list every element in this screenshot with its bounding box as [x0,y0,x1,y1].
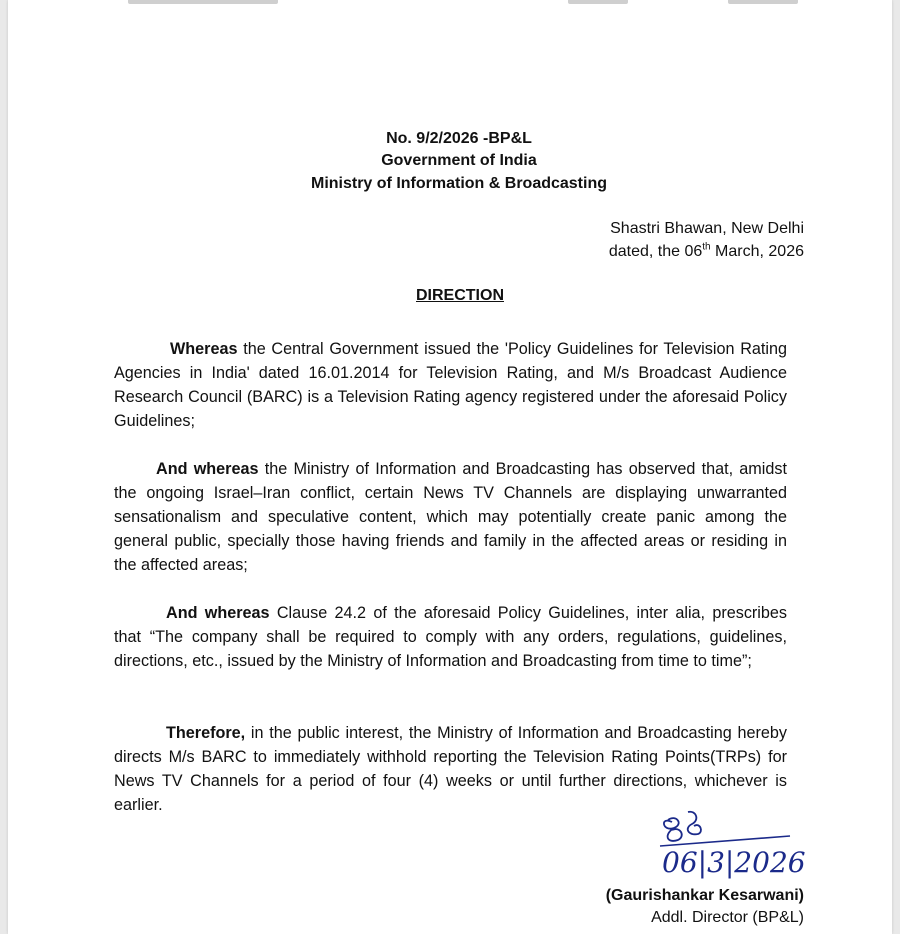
government-name: Government of India [381,152,537,169]
paragraph-4: Therefore, in the public interest, the Ministry of Information and Broadcasting hereby directs M/s BARC to immediately withhold reporting the Television Rating Points(TRPs) for News TV Channels for a period of four (4) weeks or until further directions, whichever is earlier. [114,724,787,814]
signatory-designation: Addl. Director (BP&L) [651,909,804,926]
place: Shastri Bhawan, New Delhi [610,220,804,237]
signatory-name: (Gaurishankar Kesarwani) [605,887,804,904]
cropped-text-fragment [728,0,798,4]
cropped-text-fragment [128,0,278,4]
cropped-text-fragment [568,0,628,4]
paragraph-2: And whereas the Ministry of Information and Broadcasting has observed that, amidst the ongoing Israel–Iran conflict, certain News TV Channels are displaying unwarranted sensationalism and speculative content, which may potentially create panic among the general public, specially those having friends and family in the affected areas or residing in the affected areas; [114,460,787,574]
document-title: DIRECTION [416,287,504,304]
file-number: No. 9/2/2026 -BP&L [386,130,532,147]
ministry-name: Ministry of Information & Broadcasting [310,175,607,192]
paragraph-1: Whereas the Central Government issued the 'Policy Guidelines for Television Rating Agencies in India' dated 16.01.2014 for Television Rating, and M/s Broadcast Audience Research Council (BARC) is a Television Rating agency registered under the aforesaid Policy Guidelines; [114,340,787,430]
signature-date: 06|3|2026 [662,846,806,879]
paragraph-3: And whereas Clause 24.2 of the aforesaid Policy Guidelines, inter alia, prescribes that “The company shall be required to comply with any orders, regulations, guidelines, directions, etc., issued by the Ministry of Information and Broadcasting from time to time”; [114,604,787,670]
handwritten-signature [640,808,830,880]
date-line: dated, the 06th March, 2026 [608,241,804,260]
